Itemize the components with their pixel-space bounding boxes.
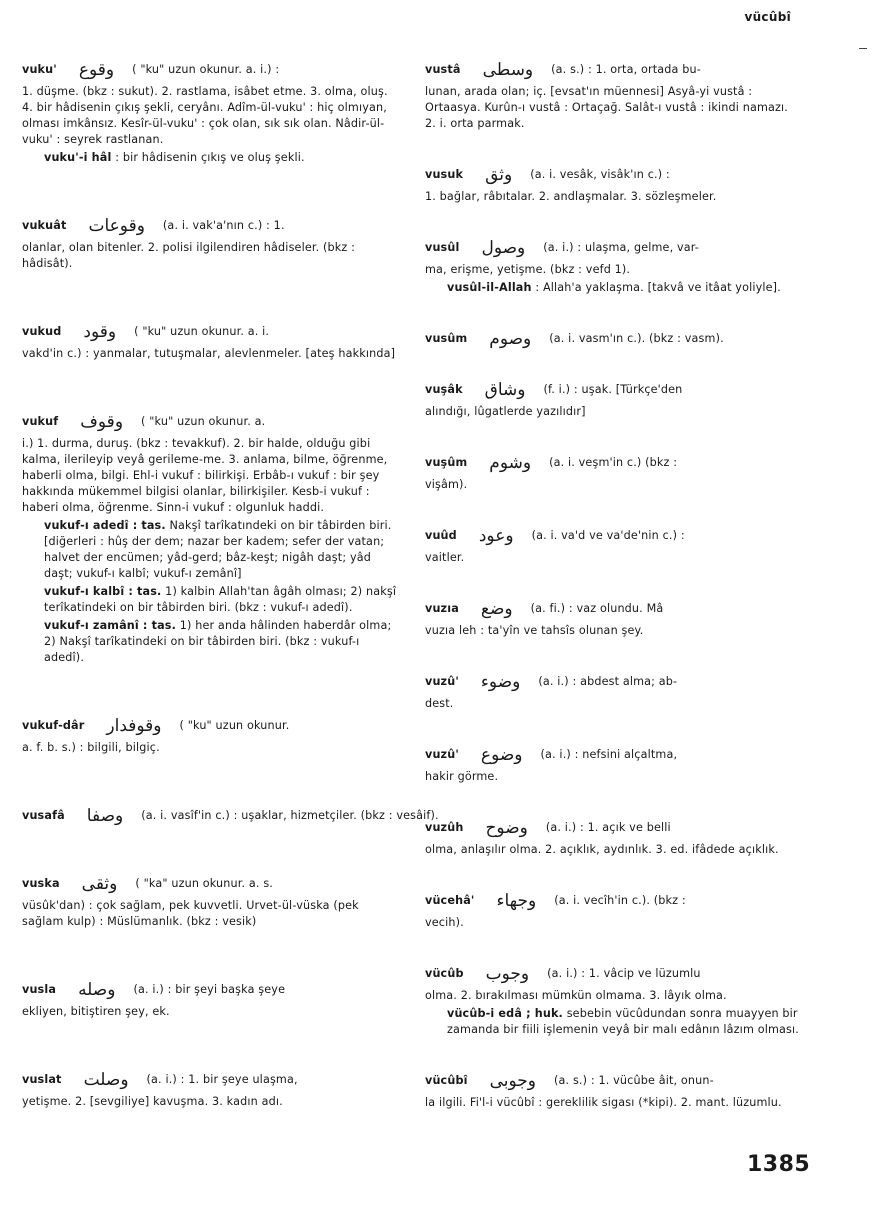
entry-first-line xyxy=(425,382,801,398)
entry-etymology: ( "ku" uzun okunur. a. i.) : xyxy=(132,63,280,76)
arabic-script: وقوفدار xyxy=(106,716,162,736)
entry-etymology: (a. i.) : 1. açık ve belli xyxy=(545,821,671,834)
dictionary-entry xyxy=(22,218,400,272)
entry-definition: yetişme. 2. [sevgiliye] kavuşma. 3. kadın adı. xyxy=(22,1095,283,1108)
entry-definition: vuzıa leh : ta'yîn ve tahsîs olunan şey. xyxy=(425,624,644,637)
entry-etymology: ( "ku" uzun okunur. a. i. xyxy=(134,325,270,338)
dictionary-entry xyxy=(425,331,801,347)
dictionary-entry xyxy=(425,528,801,566)
headword: vuku' xyxy=(22,63,57,76)
entry-first-line xyxy=(425,1073,801,1089)
entry-definition: vakd'in c.) : yanmalar, tutuşmalar, alevlenmeler. [ateş hakkında] xyxy=(22,347,396,360)
arabic-script: وثق xyxy=(485,165,513,185)
entry-first-line xyxy=(22,218,400,234)
sub-entry xyxy=(22,584,400,616)
left-column xyxy=(22,60,439,1122)
entry-first-line xyxy=(22,324,400,340)
arabic-script: وثقى xyxy=(81,874,118,894)
entry-definition: dest. xyxy=(425,697,454,710)
entry-definition: vüsûk'dan) : çok sağlam, pek kuvvetli. Urvet-ül-vüska (pek sağlam kulp) : Müslümanlık. (bkz : vesik) xyxy=(22,899,359,928)
entry-first-line xyxy=(22,1072,400,1088)
headword: vuzıa xyxy=(425,602,459,615)
right-column xyxy=(425,62,801,1123)
sub-definition: 1) her anda hâlinden haberdâr olma; 2) Nakşî tarîkatindeki on bir tâbirden biri. (bkz : vukuf-ı adedî). xyxy=(44,619,392,664)
headword: vukuât xyxy=(22,219,67,232)
dictionary-entry xyxy=(425,966,801,1038)
entry-definition: la ilgili. Fi'l-i vücûbî : gereklilik sigası (*kipi). 2. mant. lüzumlu. xyxy=(425,1096,782,1109)
entry-etymology: (a. i. vesâk, visâk'ın c.) : xyxy=(530,168,670,181)
headword: vuska xyxy=(22,877,60,890)
entry-first-line xyxy=(425,893,801,909)
dictionary-entry xyxy=(22,414,400,666)
entry-definition: 1. bağlar, râbıtalar. 2. andlaşmalar. 3. sözleşmeler. xyxy=(425,190,717,203)
headword: vücehâ' xyxy=(425,894,475,907)
dictionary-entry xyxy=(22,718,400,756)
entry-definition: vişâm). xyxy=(425,478,468,491)
entry-first-line xyxy=(22,718,400,734)
sub-entry xyxy=(425,280,801,296)
sub-headword: vücûb-i edâ ; huk. xyxy=(447,1007,563,1020)
headword: vusuk xyxy=(425,168,464,181)
dictionary-entry xyxy=(425,62,801,132)
sub-definition: : bir hâdisenin çıkış ve oluş şekli. xyxy=(115,151,305,164)
arabic-script: وضوء xyxy=(480,672,521,692)
entry-etymology: (f. i.) : uşak. [Türkçe'den xyxy=(543,383,683,396)
arabic-script: وضوع xyxy=(480,745,523,765)
arabic-script: وجوبى xyxy=(489,1071,537,1091)
entry-etymology: (a. i.) : bir şeyi başka şeye xyxy=(133,983,286,996)
entry-definition: olma. 2. bırakılması mümkün olmama. 3. lâyık olma. xyxy=(425,989,727,1002)
arabic-script: وصوم xyxy=(489,329,532,349)
headword: vusûl xyxy=(425,241,460,254)
dictionary-entry xyxy=(425,601,801,639)
dictionary-entry xyxy=(425,674,801,712)
arabic-script: وقوف xyxy=(80,412,124,432)
arabic-script: وصول xyxy=(481,238,526,258)
dictionary-entry xyxy=(22,1072,400,1110)
entry-first-line xyxy=(425,331,801,347)
running-head: vücûbî xyxy=(744,10,791,24)
entry-first-line xyxy=(22,876,400,892)
headword: vukud xyxy=(22,325,62,338)
sub-headword: vukuf-ı zamânî : tas. xyxy=(44,619,176,632)
entry-definition: ma, erişme, yetişme. (bkz : vefd 1). xyxy=(425,263,631,276)
entry-etymology: (a. i. va'd ve va'de'nin c.) : xyxy=(531,529,685,542)
entry-definition: 1. düşme. (bkz : sukut). 2. rastlama, isâbet etme. 3. olma, oluş. 4. bir hâdisenin çıkış şekli, ceryânı. Adîm-ül-vuku' : hiç olmıyan, olması imkânsız. Kesîr-ül-vuku' : çok olan, sık sık olan. Nâdir-ül-vuku' : seyrek rastlanan. xyxy=(22,85,388,146)
sub-definition: Nakşî tarîkatındeki on bir tâbirden biri. [diğerleri : hûş der dem; nazar ber kadem; sefer der vatan; halvet der encümen; yâd-gerd; bâz-keşt; nigâh daşt; yâd daşt; vukuf-ı kalbî; vukuf-ı zemânî] xyxy=(44,519,392,580)
arabic-script: وضوح xyxy=(485,818,528,838)
arabic-script: وشوم xyxy=(489,453,532,473)
entry-etymology: (a. i.) : 1. vâcip ve lüzumlu xyxy=(547,967,701,980)
entry-first-line xyxy=(425,240,801,256)
dictionary-entry xyxy=(425,240,801,296)
entry-etymology: (a. i. vasm'ın c.). (bkz : vasm). xyxy=(549,332,724,345)
entry-etymology: (a. i. vasîf'in c.) : uşaklar, hizmetçiler. (bkz : vesâif). xyxy=(141,809,439,822)
sub-entry xyxy=(22,518,400,582)
headword: vuslat xyxy=(22,1073,62,1086)
entry-first-line xyxy=(425,966,801,982)
arabic-script: وجوب xyxy=(485,964,530,984)
dictionary-entry xyxy=(425,382,801,420)
entry-etymology: (a. i.) : 1. bir şeye ulaşma, xyxy=(146,1073,298,1086)
entry-first-line xyxy=(425,820,801,836)
entry-definition: ekliyen, bitiştiren şey, ek. xyxy=(22,1005,170,1018)
entry-etymology: (a. i. vecîh'in c.). (bkz : xyxy=(554,894,686,907)
entry-first-line xyxy=(425,674,801,690)
dictionary-entry xyxy=(22,62,400,166)
entry-definition: olma, anlaşılır olma. 2. açıklık, aydınlık. 3. ed. ifâdede açıklık. xyxy=(425,843,779,856)
entry-definition: alındığı, lûgatlerde yazılıdır] xyxy=(425,405,586,418)
headword: vücûbî xyxy=(425,1074,468,1087)
entry-definition: vaitler. xyxy=(425,551,465,564)
entry-etymology: (a. i.) : abdest alma; ab- xyxy=(538,675,678,688)
headword: vusûm xyxy=(425,332,468,345)
page-number: 1385 xyxy=(747,1152,811,1177)
dictionary-entry xyxy=(22,806,439,826)
headword: vuşâk xyxy=(425,383,463,396)
arabic-script: وقوعات xyxy=(88,216,145,236)
sub-entry xyxy=(22,618,400,666)
entry-first-line xyxy=(425,167,801,183)
entry-etymology: ( "ku" uzun okunur. xyxy=(179,719,290,732)
entry-first-line xyxy=(425,62,801,78)
dictionary-entry xyxy=(425,455,801,493)
entry-definition: lunan, arada olan; iç. [evsat'ın müennesi] Asyâ-yi vustâ : Ortaasya. Kurûn-ı vustâ : Ortaçağ. Salât-ı vustâ : ikindi namazı. 2. i. orta parmak. xyxy=(425,85,789,130)
headword: vuzûh xyxy=(425,821,464,834)
sub-headword: vukuf-ı kalbî : tas. xyxy=(44,585,162,598)
sub-headword: vukuf-ı adedî : tas. xyxy=(44,519,166,532)
headword: vuşûm xyxy=(425,456,468,469)
entry-definition: a. f. b. s.) : bilgili, bilgiç. xyxy=(22,741,160,754)
entry-first-line xyxy=(425,455,801,471)
sub-entry xyxy=(425,1006,801,1038)
headword: vukuf-dâr xyxy=(22,719,85,732)
dictionary-entry xyxy=(425,747,801,785)
headword: vuzû' xyxy=(425,675,459,688)
entry-first-line xyxy=(22,806,439,826)
entry-definition: olanlar, olan bitenler. 2. polisi ilgilendiren hâdiseler. (bkz : hâdisât). xyxy=(22,241,356,270)
arabic-script: وصله xyxy=(78,980,116,1000)
entry-etymology: ( "ku" uzun okunur. a. xyxy=(141,415,266,428)
dictionary-entry xyxy=(22,876,400,930)
headword: vücûb xyxy=(425,967,464,980)
dictionary-entry xyxy=(22,982,400,1020)
entry-definition: i.) 1. durma, duruş. (bkz : tevakkuf). 2. bir halde, olduğu gibi kalma, ilerileyip veyâ gerileme-me. 3. anlama, bilme, öğrenme, haberli olma, bilgi. Ehl-i vukuf : bilirkişi. Erbâb-ı vukuf : bir şey hakkında mükemmel bilgisi olanlar, bilirkişiler. Kesb-i vukuf : haberi olma, öğrenme. Sinn-i vukuf : olgunluk haddi. xyxy=(22,437,388,514)
sub-definition: 1) kalbin Allah'tan âgâh olması; 2) nakşî terîkatindeki on bir tâbirden biri. (bkz : vukuf-ı adedî). xyxy=(44,585,397,614)
arabic-script: وجهاء xyxy=(496,891,537,911)
arabic-script: وعود xyxy=(478,526,514,546)
arabic-script: وصفا xyxy=(86,806,124,826)
headword: vusla xyxy=(22,983,57,996)
entry-first-line xyxy=(22,414,400,430)
dictionary-entry xyxy=(425,820,801,858)
headword: vusafâ xyxy=(22,809,65,822)
arabic-script: وصلت xyxy=(83,1070,129,1090)
headword: vuûd xyxy=(425,529,457,542)
sub-headword: vusûl-il-Allah xyxy=(447,281,532,294)
headword: vuzû' xyxy=(425,748,459,761)
entry-etymology: (a. i. veşm'in c.) (bkz : xyxy=(549,456,678,469)
entry-etymology: (a. i.) : nefsini alçaltma, xyxy=(540,748,678,761)
entry-etymology: (a. i. vak'a'nın c.) : 1. xyxy=(162,219,285,232)
entry-etymology: (a. i.) : ulaşma, gelme, var- xyxy=(543,241,699,254)
entry-first-line xyxy=(22,982,400,998)
entry-etymology: (a. fi.) : vaz olundu. Mâ xyxy=(530,602,664,615)
entry-first-line xyxy=(425,747,801,763)
sub-definition: : Allah'a yaklaşma. [takvâ ve itâat yoliyle]. xyxy=(535,281,781,294)
headword: vustâ xyxy=(425,63,461,76)
dictionary-entry xyxy=(425,893,801,931)
entry-first-line xyxy=(22,62,400,78)
sub-headword: vuku'-i hâl xyxy=(44,151,112,164)
arabic-script: وقود xyxy=(83,322,117,342)
dictionary-entry xyxy=(425,167,801,205)
entry-definition: vecih). xyxy=(425,916,464,929)
arabic-script: وضع xyxy=(480,599,513,619)
entry-first-line xyxy=(425,528,801,544)
arabic-script: وسطى xyxy=(482,60,534,80)
dictionary-entry xyxy=(425,1073,801,1111)
entry-first-line xyxy=(425,601,801,617)
headword: vukuf xyxy=(22,415,59,428)
arabic-script: وقوع xyxy=(78,60,115,80)
entry-etymology: ( "ka" uzun okunur. a. s. xyxy=(135,877,274,890)
entry-definition: hakir görme. xyxy=(425,770,499,783)
sub-entry xyxy=(22,150,400,166)
sub-definition: sebebin vücûdundan sonra muayyen bir zamanda bir fiili işlemenin veyâ bir malı edânın lâzım olması. xyxy=(447,1007,799,1036)
arabic-script: وشاق xyxy=(484,380,526,400)
edge-mark xyxy=(859,48,867,49)
entry-etymology: (a. s.) : 1. orta, ortada bu- xyxy=(551,63,701,76)
entry-etymology: (a. s.) : 1. vücûbe âit, onun- xyxy=(554,1074,714,1087)
dictionary-entry xyxy=(22,324,400,362)
